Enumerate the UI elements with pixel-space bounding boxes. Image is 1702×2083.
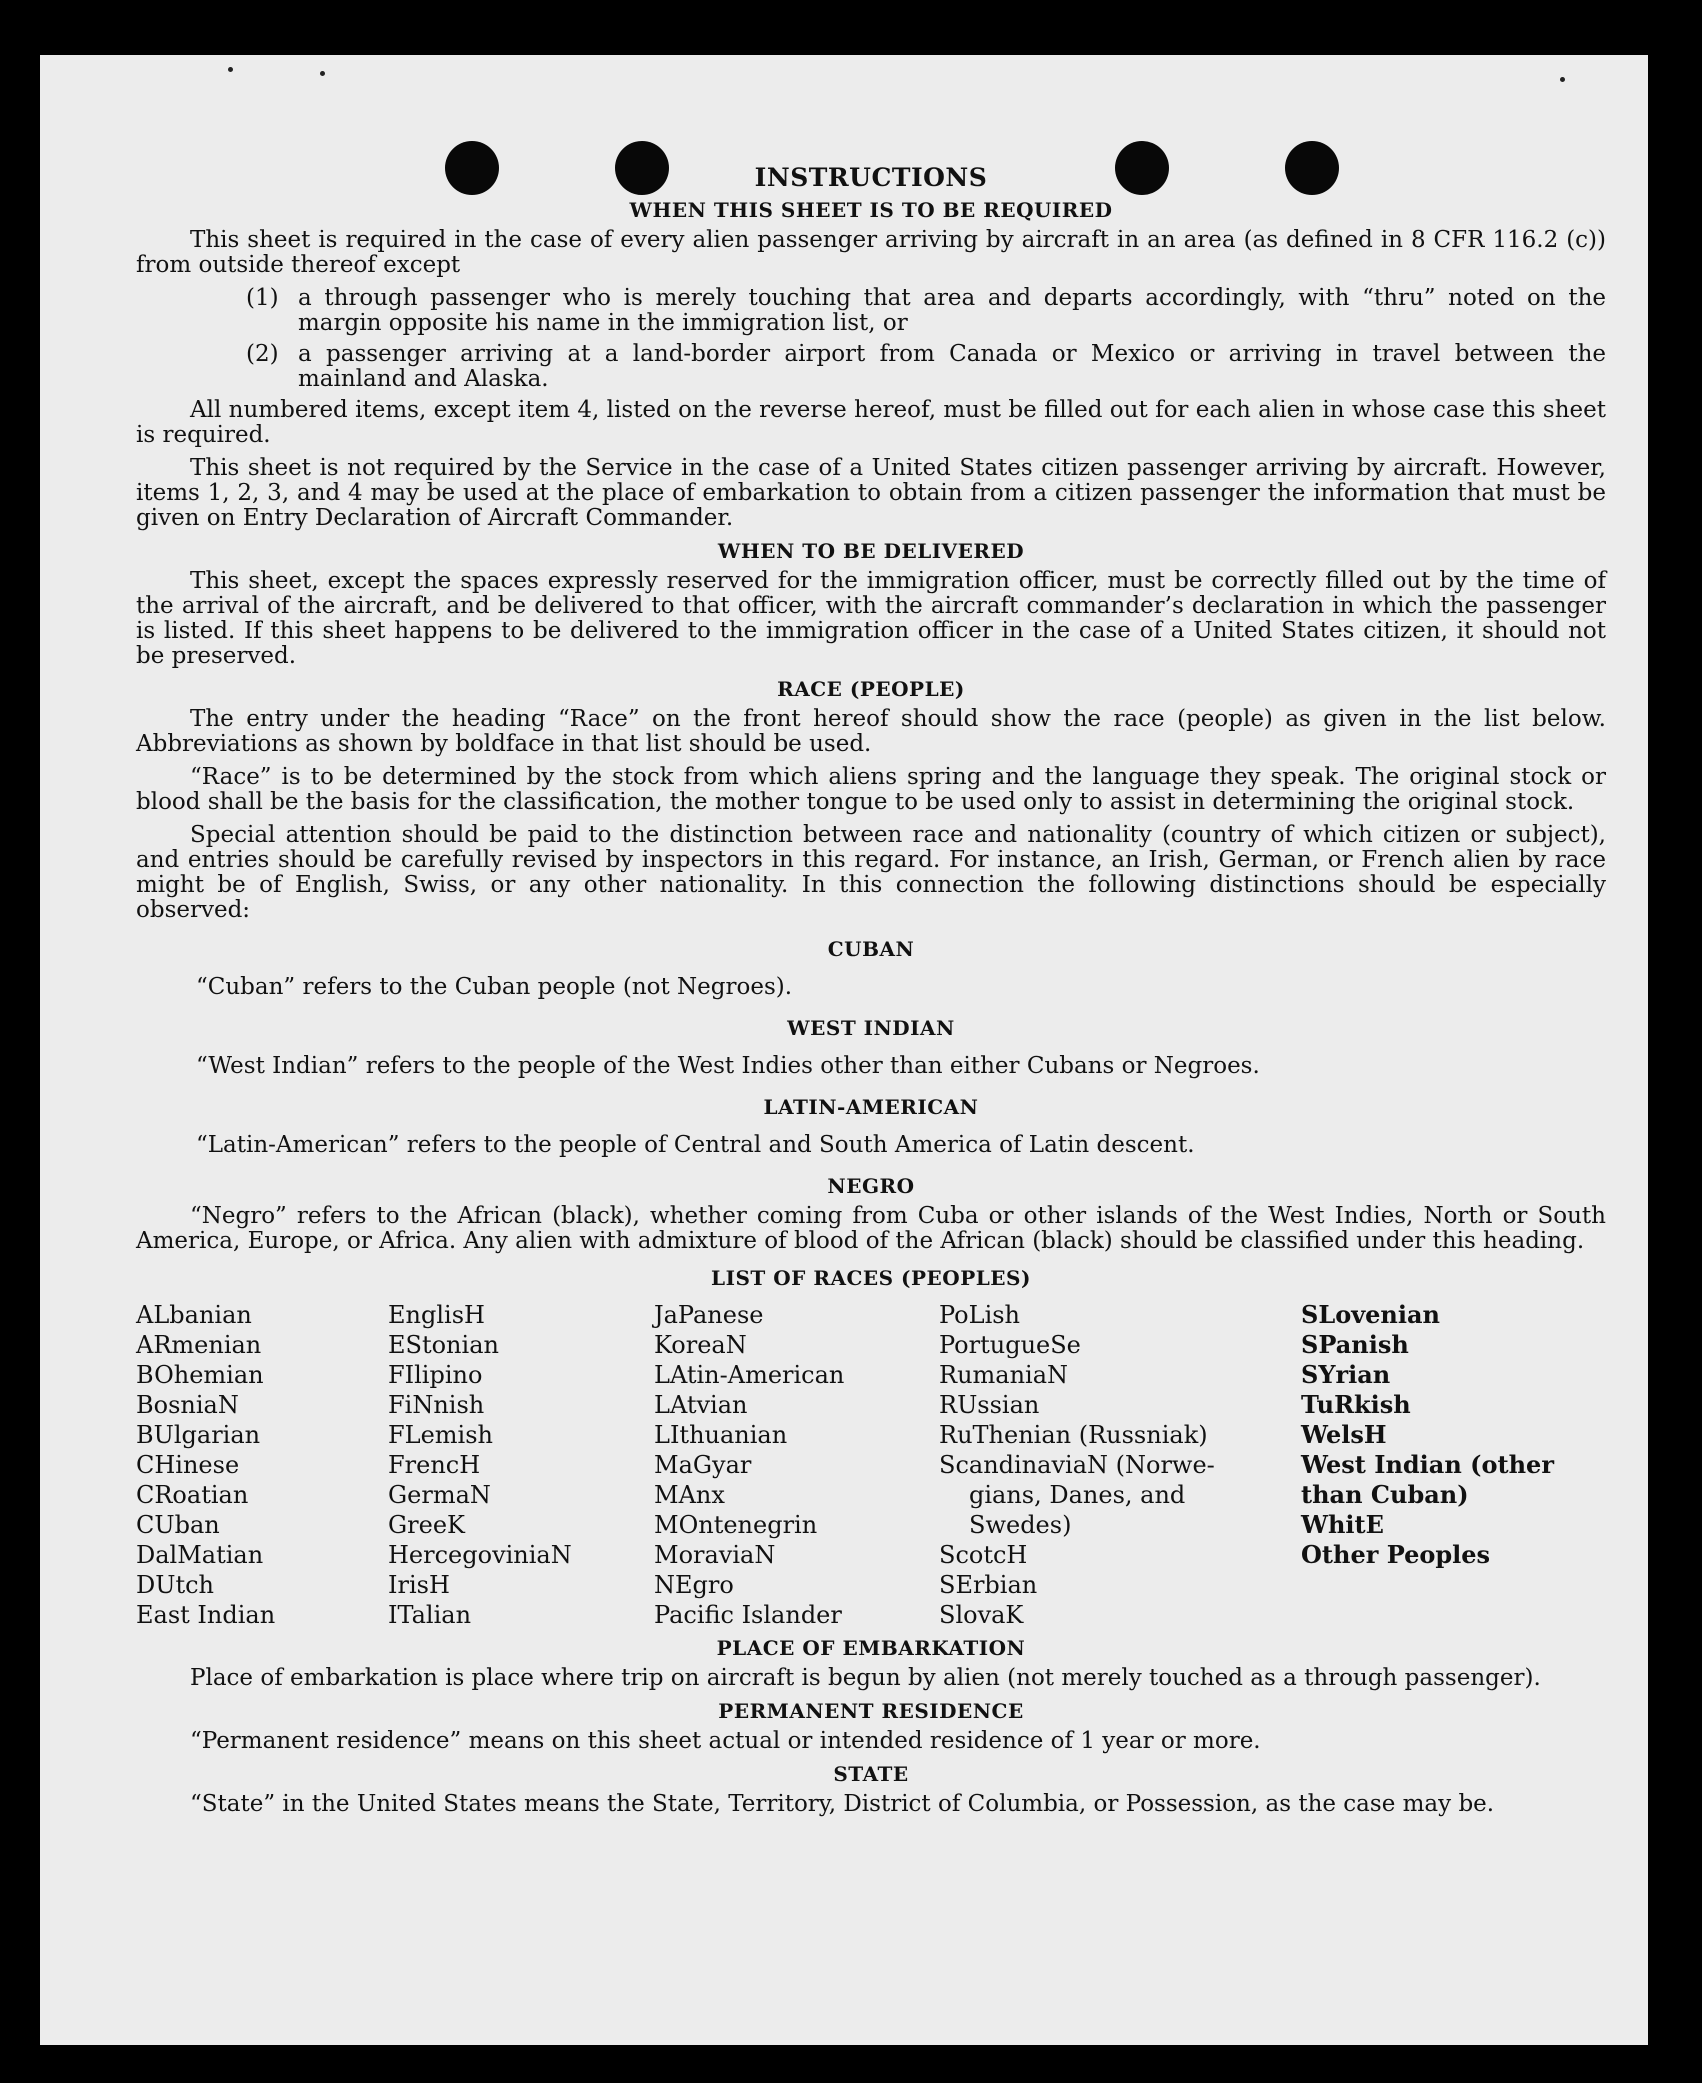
race-entry: LIthuanian: [654, 1421, 788, 1449]
section-heading: PLACE OF EMBARKATION: [716, 1636, 1026, 1660]
document-page: [40, 55, 1648, 2045]
race-list: [136, 1300, 1606, 1630]
race-entry: SErbian: [939, 1571, 1038, 1599]
race-entry: Pacific Islander: [654, 1601, 842, 1629]
paragraph: This sheet, except the spaces expressly reserved for the immigration officer, must be correctly filled out by the time of the arrival of the aircraft, and be delivered to that officer, with the aircraft commander’s declaration in which the passenger is listed. If this sheet happens to be delivered to the immigration officer in the case of a United States citizen, it should not be preserved.: [136, 568, 1606, 669]
section-heading: WHEN THIS SHEET IS TO BE REQUIRED: [629, 198, 1113, 222]
race-entry: ScotcH: [939, 1541, 1028, 1569]
race-entry: MaGyar: [654, 1451, 752, 1479]
race-entry: FIlipino: [388, 1361, 483, 1389]
race-entry: gians, Danes, and: [969, 1481, 1186, 1509]
section-heading: LIST OF RACES (PEOPLES): [711, 1266, 1031, 1290]
section-heading: NEGRO: [827, 1174, 915, 1198]
race-entry: ScandinaviaN (Norwe-: [939, 1451, 1215, 1479]
paragraph: “Permanent residence” means on this sheet actual or intended residence of 1 year or more.: [190, 1728, 1261, 1754]
race-entry: GermaN: [388, 1481, 491, 1509]
item-number: (1): [246, 285, 279, 311]
race-entry: CUban: [136, 1511, 220, 1539]
section-heading: CUBAN: [827, 937, 915, 961]
race-entry: FLemish: [388, 1421, 493, 1449]
race-entry: CRoatian: [136, 1481, 249, 1509]
item-number: (2): [246, 341, 279, 367]
section-heading: PERMANENT RESIDENCE: [718, 1699, 1024, 1723]
race-entry: than Cuban): [1301, 1480, 1469, 1509]
race-entry: HercegoviniaN: [388, 1541, 572, 1569]
paragraph: The entry under the heading “Race” on the front hereof should show the race (people) as given in the list below. Abbreviations as shown by boldface in that list should be used.: [136, 706, 1606, 757]
paragraph: “State” in the United States means the State, Territory, District of Columbia, or Possession, as the case may be.: [190, 1791, 1495, 1817]
race-entry: WelsH: [1301, 1420, 1387, 1449]
race-entry: WhitE: [1301, 1510, 1384, 1539]
race-entry: PortugueSe: [939, 1331, 1081, 1359]
definition: “West Indian” refers to the people of the West Indies other than either Cubans or Negroes.: [196, 1053, 1260, 1079]
definition: “Latin-American” refers to the people of Central and South America of Latin descent.: [196, 1132, 1195, 1158]
race-entry: DalMatian: [136, 1541, 264, 1569]
race-entry: KoreaN: [654, 1331, 747, 1359]
race-entry: ITalian: [388, 1601, 472, 1629]
race-entry: BOhemian: [136, 1361, 264, 1389]
race-entry: ALbanian: [136, 1301, 252, 1329]
race-entry: CHinese: [136, 1451, 240, 1479]
paragraph: Special attention should be paid to the distinction between race and nationality (country of which citizen or subject), and entries should be carefully revised by inspectors in this regard. For instance, an Irish, German, or French alien by race might be of English, Swiss, or any other nationality. In this connection the following distinctions should be especially observed:: [136, 822, 1606, 923]
page-title: INSTRUCTIONS: [754, 163, 988, 192]
race-entry: DUtch: [136, 1571, 215, 1599]
race-entry: Swedes): [969, 1511, 1072, 1539]
race-entry: BUlgarian: [136, 1421, 261, 1449]
section-heading: RACE (PEOPLE): [777, 677, 965, 701]
race-column: [939, 1300, 1301, 1630]
race-entry: TuRkish: [1301, 1390, 1411, 1419]
speck: [228, 67, 233, 72]
section-heading: WEST INDIAN: [787, 1016, 955, 1040]
race-entry: LAtvian: [654, 1391, 748, 1419]
paragraph: “Negro” refers to the African (black), whether coming from Cuba or other islands of the West Indies, North or South America, Europe, or Africa. Any alien with admixture of blood of the African (black) should be classified under this heading.: [136, 1203, 1606, 1254]
definition: “Cuban” refers to the Cuban people (not Negroes).: [196, 974, 793, 1000]
race-column: [136, 1300, 388, 1630]
race-entry: LAtin-American: [654, 1361, 845, 1389]
race-column: [388, 1300, 654, 1630]
instructions-body: [136, 163, 1606, 1825]
race-entry: EnglisH: [388, 1301, 485, 1329]
race-entry: FrencH: [388, 1451, 481, 1479]
section-heading: LATIN-AMERICAN: [763, 1095, 979, 1119]
race-entry: RuThenian (Russniak): [939, 1421, 1208, 1449]
numbered-item: [136, 286, 1606, 336]
race-entry: Other Peoples: [1301, 1540, 1491, 1569]
race-entry: MAnx: [654, 1481, 725, 1509]
paragraph: This sheet is required in the case of every alien passenger arriving by aircraft in an area (as defined in 8 CFR 116.2 (c)) from outside thereof except: [136, 227, 1606, 278]
race-entry: RUssian: [939, 1391, 1040, 1419]
race-entry: RumaniaN: [939, 1361, 1069, 1389]
race-entry: ARmenian: [136, 1331, 262, 1359]
paragraph: This sheet is not required by the Service in the case of a United States citizen passenger arriving by aircraft. However, items 1, 2, 3, and 4 may be used at the place of embarkation to obtain from a citizen passenger the information that must be given on Entry Declaration of Aircraft Commander.: [136, 455, 1606, 531]
race-entry: FiNnish: [388, 1391, 485, 1419]
race-column: [654, 1300, 939, 1630]
race-entry: PoLish: [939, 1301, 1021, 1329]
speck: [1560, 77, 1565, 82]
race-entry: West Indian (other: [1301, 1450, 1554, 1479]
race-entry: MOntenegrin: [654, 1511, 818, 1539]
item-text: a passenger arriving at a land-border airport from Canada or Mexico or arriving in travel between the mainland and Alaska.: [298, 341, 1606, 392]
item-text: a through passenger who is merely touching that area and departs accordingly, with “thru” noted on the margin opposite his name in the immigration list, or: [298, 285, 1606, 336]
race-entry: SLovenian: [1301, 1300, 1440, 1329]
race-entry: EStonian: [388, 1331, 499, 1359]
race-entry: MoraviaN: [654, 1541, 776, 1569]
race-entry: NEgro: [654, 1571, 734, 1599]
race-entry: GreeK: [388, 1511, 465, 1539]
race-entry: SYrian: [1301, 1360, 1391, 1389]
race-entry: JaPanese: [654, 1301, 764, 1329]
paragraph: Place of embarkation is place where trip on aircraft is begun by alien (not merely touched as a through passenger).: [190, 1665, 1541, 1691]
race-entry: East Indian: [136, 1601, 276, 1629]
speck: [320, 71, 325, 76]
section-heading: WHEN TO BE DELIVERED: [717, 539, 1025, 563]
race-entry: SPanish: [1301, 1330, 1409, 1359]
race-entry: IrisH: [388, 1571, 450, 1599]
race-column: [1301, 1300, 1606, 1630]
paragraph: “Race” is to be determined by the stock from which aliens spring and the language they speak. The original stock or blood shall be the basis for the classification, the mother tongue to be used only to assist in determining the original stock.: [136, 764, 1606, 815]
race-entry: BosniaN: [136, 1391, 239, 1419]
paragraph: All numbered items, except item 4, listed on the reverse hereof, must be filled out for each alien in whose case this sheet is required.: [136, 397, 1606, 448]
section-heading: STATE: [833, 1762, 909, 1786]
numbered-item: [136, 342, 1606, 392]
race-entry: SlovaK: [939, 1601, 1024, 1629]
